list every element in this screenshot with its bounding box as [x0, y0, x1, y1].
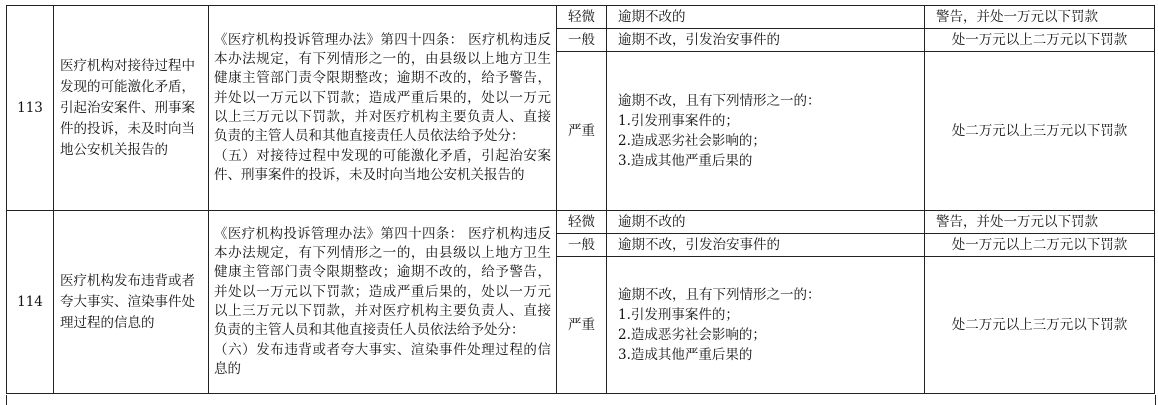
severity-level: 轻微 [557, 6, 607, 29]
legal-basis-cell [209, 6, 557, 211]
legal-basis-clause: （五）对接待过程中发现的可能激化矛盾，引起治安案件、刑事案件的投诉，未及时向当地公安机关报告的 [214, 147, 551, 183]
condition-intro: 逾期不改，且有下列情形之一的： [618, 93, 821, 109]
severity-condition-list [607, 52, 925, 211]
penalty-table [6, 5, 1155, 394]
condition-item: 2.造成恶劣社会影响的； [618, 327, 766, 343]
severity-condition: 逾期不改，引发治安事件的 [607, 29, 925, 52]
table-row [7, 6, 1155, 29]
legal-basis-clause: （六）发布违背或者夸大事实、渲染事件处理过程的信息的 [214, 341, 551, 377]
condition-item: 3.造成其他严重后果的 [618, 347, 753, 363]
violation-description: 医疗机构对接待过程中发现的可能激化矛盾，引起治安案件、刑事案件的投诉，未及时向当地公安机关报告的 [54, 6, 209, 211]
violation-description: 医疗机构发布违背或者夸大事实、渲染事件处理过程的信息的 [54, 211, 209, 394]
penalty-text: 处二万元以上三万元以下罚款 [925, 52, 1155, 211]
legal-basis-cell [209, 211, 557, 394]
condition-item: 3.造成其他严重后果的 [618, 153, 753, 169]
penalty-text: 处一万元以上二万元以下罚款 [925, 234, 1155, 257]
severity-condition-list [607, 257, 925, 394]
table-row [7, 211, 1155, 234]
severity-level: 严重 [557, 257, 607, 394]
condition-item: 1.引发刑事案件的； [618, 113, 739, 129]
legal-basis-text: 《医疗机构投诉管理办法》第四十四条： 医疗机构违反本办法规定，有下列情形之一的，由县级以上地方卫生健康主管部门责令限期整改；逾期不改的，给予警告，并处以一万元以下罚款；造成严重后果的，处以一万元以上三万元以下罚款，并对医疗机构主要负责人、直接负责的主管人员和其他直接责任人员依法给予处分： [214, 225, 551, 339]
legal-basis-text: 《医疗机构投诉管理办法》第四十四条： 医疗机构违反本办法规定，有下列情形之一的，由县级以上地方卫生健康主管部门责令限期整改；逾期不改的，给予警告，并处以一万元以下罚款；造成严重后果的，处以一万元以上三万元以下罚款，并对医疗机构主要负责人、直接负责的主管人员和其他直接责任人员依法给予处分： [214, 31, 551, 145]
penalty-text: 处二万元以上三万元以下罚款 [925, 257, 1155, 394]
severity-level: 一般 [557, 29, 607, 52]
severity-condition: 逾期不改的 [607, 6, 925, 29]
severity-condition: 逾期不改，引发治安事件的 [607, 234, 925, 257]
severity-level: 严重 [557, 52, 607, 211]
penalty-text: 警告，并处一万元以下罚款 [925, 6, 1155, 29]
next-row-border [6, 395, 1156, 405]
row-number: 113 [7, 6, 54, 211]
penalty-text: 处一万元以上二万元以下罚款 [925, 29, 1155, 52]
penalty-text: 警告，并处一万元以下罚款 [925, 211, 1155, 234]
severity-level: 轻微 [557, 211, 607, 234]
row-number: 114 [7, 211, 54, 394]
condition-item: 1.引发刑事案件的； [618, 307, 739, 323]
severity-level: 一般 [557, 234, 607, 257]
condition-item: 2.造成恶劣社会影响的； [618, 133, 766, 149]
severity-condition: 逾期不改的 [607, 211, 925, 234]
condition-intro: 逾期不改，且有下列情形之一的： [618, 287, 821, 303]
